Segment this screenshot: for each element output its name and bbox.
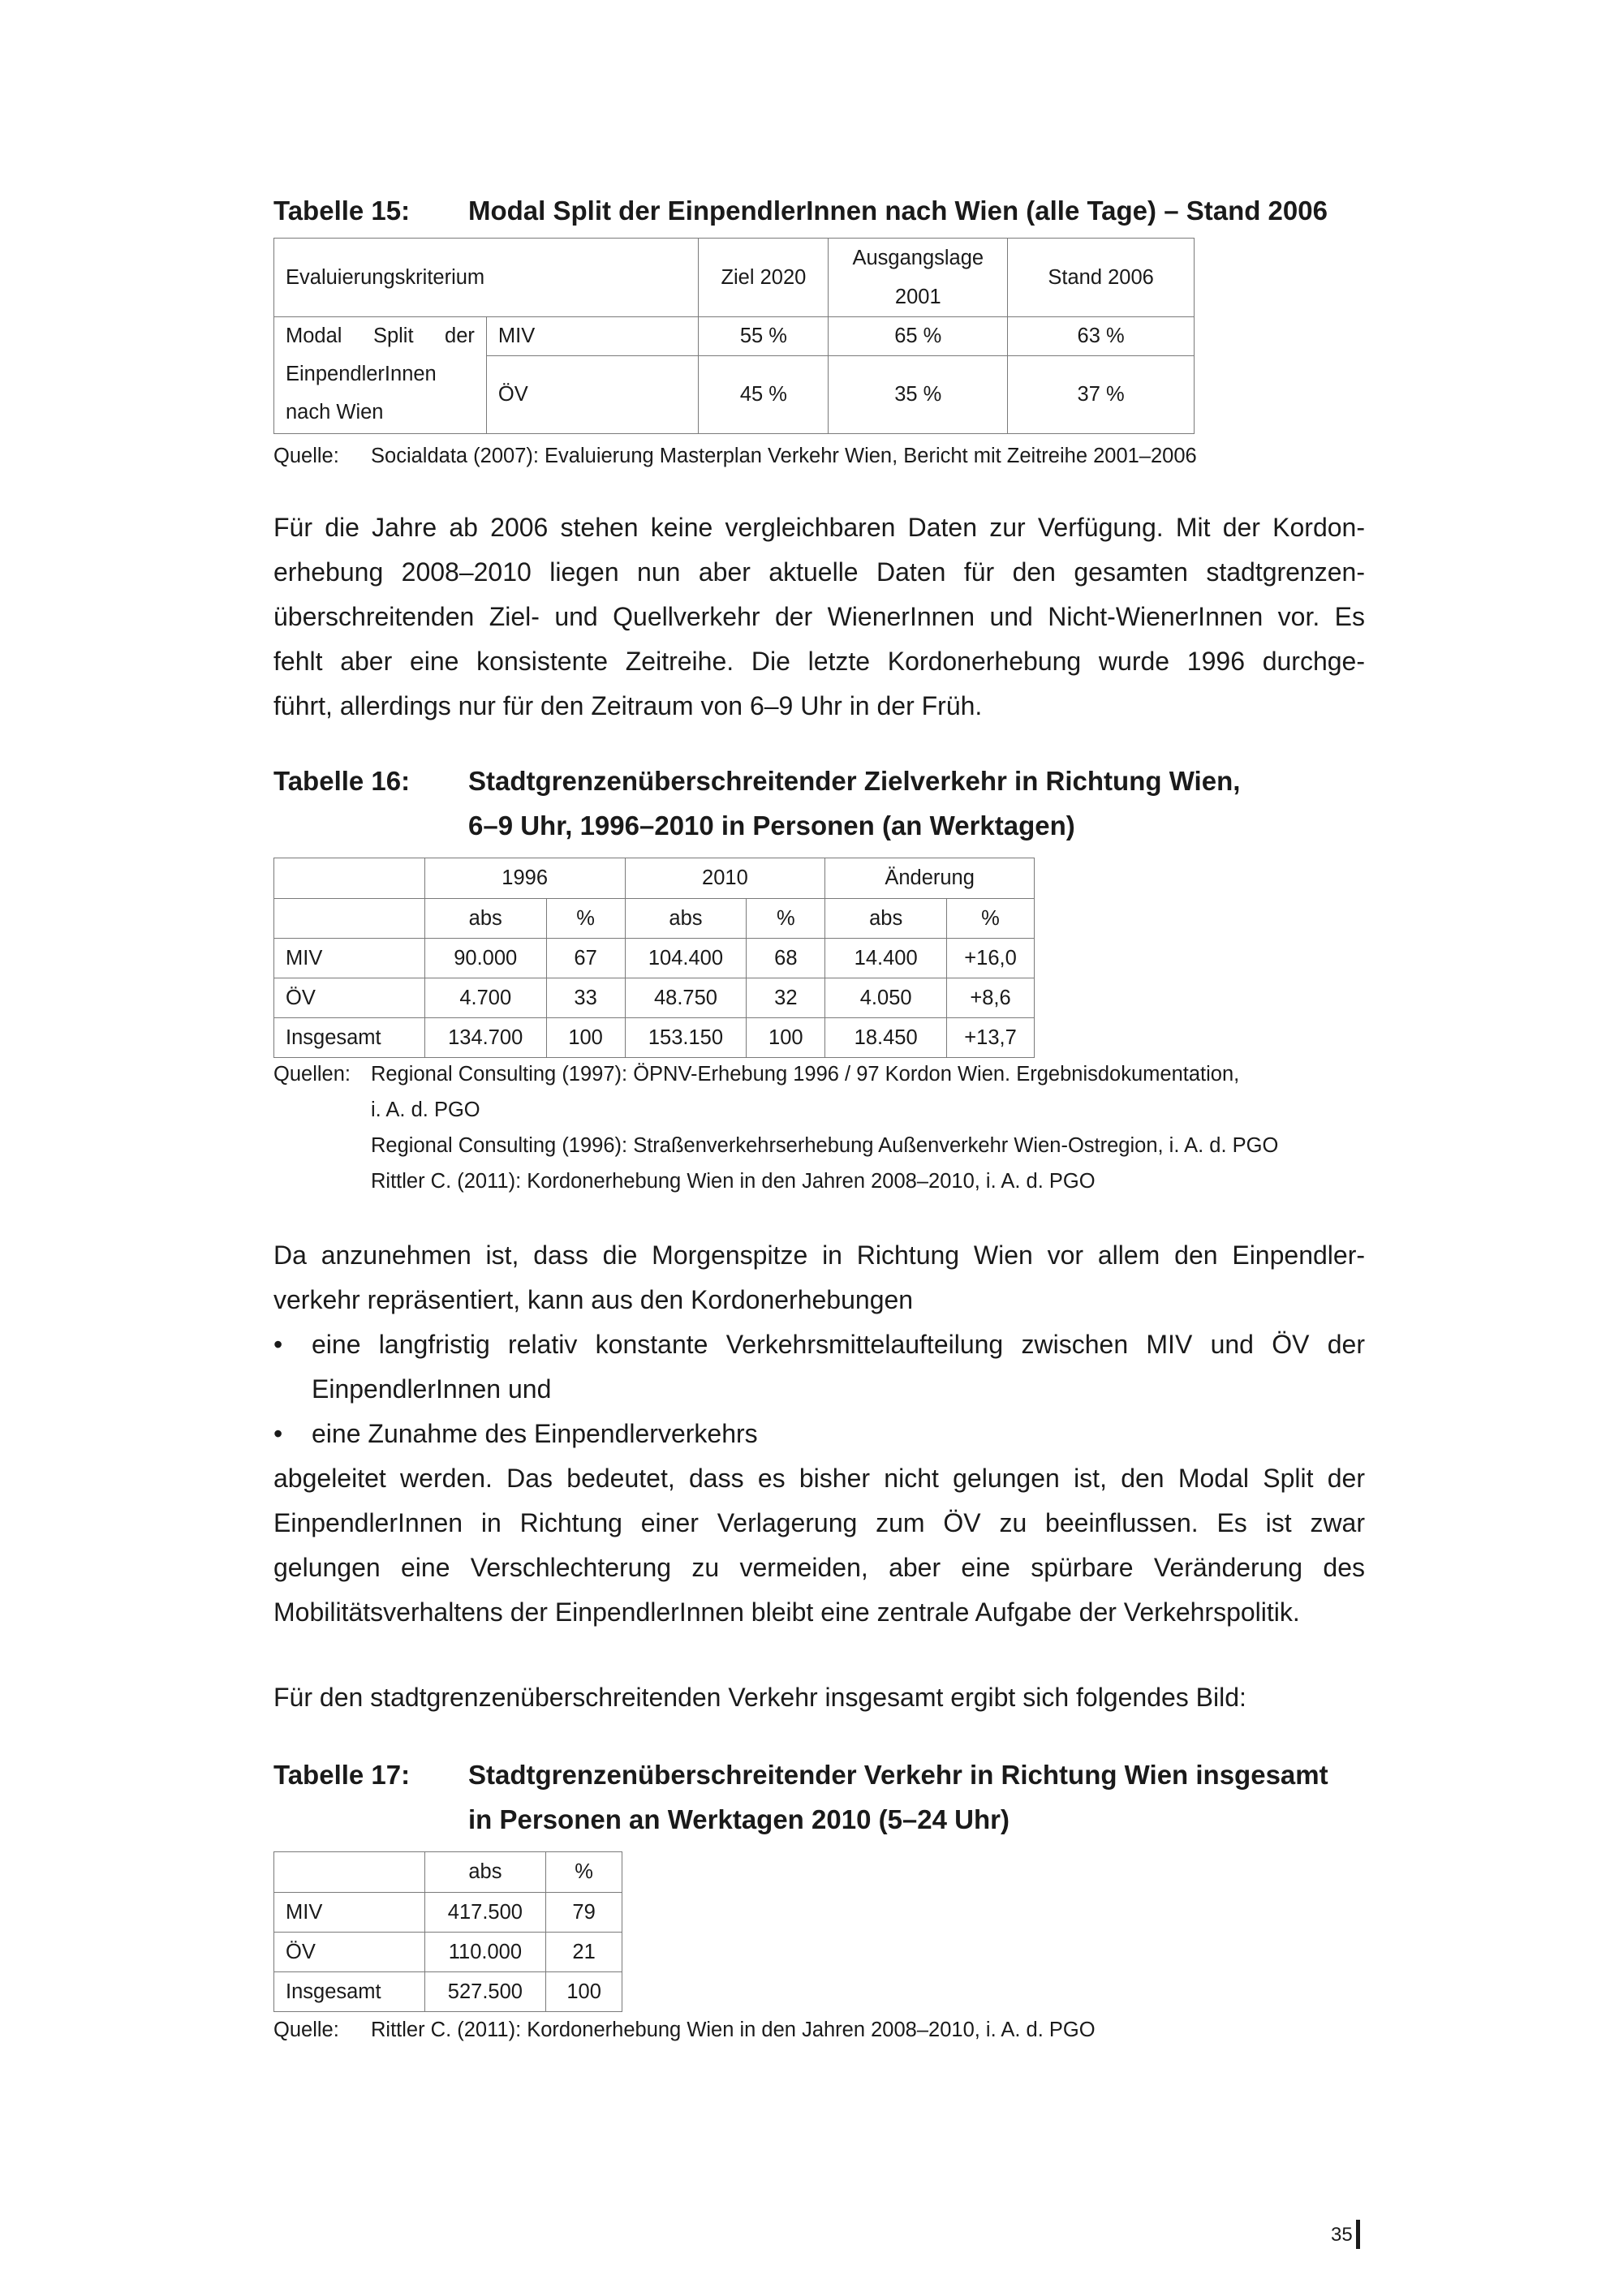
table-cell: ÖV (274, 1933, 425, 1972)
table-cell: 45 % (699, 356, 829, 434)
source-text: Socialdata (2007): Evaluierung Masterplan Verkehr Wien, Bericht mit Zeitreihe 2001–2006 (371, 445, 1197, 467)
header-percent: % (546, 1852, 622, 1893)
subheader-cell: abs (625, 899, 747, 939)
text-line: eine langfristig relativ konstante Verkehrsmittelaufteilung zwischen MIV und ÖV der (312, 1330, 1365, 1359)
table-cell: 37 % (1008, 356, 1195, 434)
text-line: führt, allerdings nur für den Zeitraum von 6–9 Uhr in der Früh. (273, 691, 983, 720)
table-15-title: Modal Split der EinpendlerInnen nach Wien (alle Tage) – Stand 2006 (468, 196, 1328, 226)
table-15-label: Tabelle 15: (273, 196, 411, 226)
bullet-icon: • (273, 1419, 283, 1448)
table-cell: 55 % (699, 317, 829, 356)
table-cell: 417.500 (424, 1893, 546, 1933)
table-16-title-line2: 6–9 Uhr, 1996–2010 in Personen (an Werktagen) (468, 810, 1075, 841)
table-cell: 35 % (829, 356, 1008, 434)
source-label: Quelle: (273, 2019, 339, 2041)
source-label: Quelle: (273, 445, 339, 467)
table-16-label: Tabelle 16: (273, 766, 411, 796)
table-cell: 4.050 (825, 978, 947, 1018)
subheader-cell: % (947, 899, 1035, 939)
table-row (274, 1893, 622, 1933)
text-line: eine Zunahme des Einpendlerverkehrs (312, 1419, 758, 1448)
table-17-title-line2: in Personen an Werktagen 2010 (5–24 Uhr) (468, 1804, 1010, 1834)
text-line: Da anzunehmen ist, dass die Morgenspitze in Richtung Wien vor allem den Einpendler- (273, 1240, 1365, 1270)
table-cell: 21 (546, 1933, 622, 1972)
table-cell: Insgesamt (274, 1972, 425, 2012)
table-row (274, 939, 1035, 978)
paragraph-3 (273, 1456, 1365, 1635)
row-label-modal-split: Modal Split der EinpendlerInnen nach Wien (274, 317, 487, 434)
table-cell: 18.450 (825, 1018, 947, 1058)
table-16-title: Stadtgrenzenüberschreitender Zielverkehr in Richtung Wien, (468, 766, 1241, 796)
text-line: gelungen eine Verschlechterung zu vermeiden, aber eine spürbare Veränderung des (273, 1553, 1365, 1582)
subheader-cell: abs (825, 899, 947, 939)
table-cell: ÖV (274, 978, 425, 1018)
table-cell: 33 (546, 978, 625, 1018)
text-line: erhebung 2008–2010 liegen nun aber aktuelle Daten für den gesamten stadtgrenzen- (273, 557, 1365, 587)
text-line: Für den stadtgrenzenüberschreitenden Verkehr insgesamt ergibt sich folgendes Bild: (273, 1683, 1246, 1712)
text-line: abgeleitet werden. Das bedeutet, dass es bisher nicht gelungen ist, den Modal Split der (273, 1464, 1365, 1493)
header-ausgangslage: Ausgangslage 2001 (829, 239, 1008, 317)
header-ziel-2020: Ziel 2020 (699, 239, 829, 317)
table-cell: 134.700 (424, 1018, 546, 1058)
header-stand-2006: Stand 2006 (1008, 239, 1195, 317)
table-cell: +8,6 (947, 978, 1035, 1018)
table-row (274, 1018, 1035, 1058)
table-cell: 79 (546, 1893, 622, 1933)
table-cell: MIV (274, 1893, 425, 1933)
subheader-cell: % (747, 899, 825, 939)
table-cell: 48.750 (625, 978, 747, 1018)
subheader-cell: abs (424, 899, 546, 939)
source-text: Regional Consulting (1996): Straßenverkehrserhebung Außenverkehr Wien-Ostregion, i. A. d. PGO (371, 1134, 1279, 1157)
table-cell: 100 (546, 1018, 625, 1058)
table-cell: ÖV (486, 356, 699, 434)
subheader-cell: % (546, 899, 625, 939)
table-cell: 104.400 (625, 939, 747, 978)
table-cell: MIV (274, 939, 425, 978)
table-17-label: Tabelle 17: (273, 1760, 411, 1790)
table-cell: 90.000 (424, 939, 546, 978)
text-line: EinpendlerInnen in Richtung einer Verlagerung zum ÖV zu beeinflussen. Es ist zwar (273, 1508, 1365, 1537)
header-2010: 2010 (625, 858, 825, 899)
table-17-title: Stadtgrenzenüberschreitender Verkehr in Richtung Wien insgesamt (468, 1760, 1328, 1790)
table-cell: 32 (747, 978, 825, 1018)
table-cell: 14.400 (825, 939, 947, 978)
text-line: Für die Jahre ab 2006 stehen keine vergleichbaren Daten zur Verfügung. Mit der Kordon- (273, 513, 1365, 542)
table-cell: 68 (747, 939, 825, 978)
table-cell: Insgesamt (274, 1018, 425, 1058)
table-cell: 110.000 (424, 1933, 546, 1972)
bullet-list (273, 1322, 1365, 1456)
list-item (273, 1412, 1365, 1456)
header-evaluierungskriterium: Evaluierungskriterium (274, 239, 699, 317)
table-row (274, 1972, 622, 2012)
source-text: i. A. d. PGO (371, 1099, 480, 1121)
table-17 (273, 1851, 622, 2012)
paragraph-4 (273, 1675, 1365, 1720)
page-number: 35 (1331, 2224, 1353, 2246)
table-cell: 63 % (1008, 317, 1195, 356)
table-cell: 527.500 (424, 1972, 546, 2012)
table-16 (273, 858, 1035, 1058)
table-cell: MIV (486, 317, 699, 356)
text-line: EinpendlerInnen und (312, 1374, 552, 1404)
source-text: Rittler C. (2011): Kordonerhebung Wien in den Jahren 2008–2010, i. A. d. PGO (371, 1170, 1096, 1193)
table-cell: +16,0 (947, 939, 1035, 978)
list-item (273, 1322, 1365, 1412)
header-abs: abs (424, 1852, 546, 1893)
text-line: überschreitenden Ziel- und Quellverkehr der WienerInnen und Nicht-WienerInnen vor. Es (273, 602, 1365, 631)
paragraph-1 (273, 505, 1365, 729)
table-cell-empty (274, 1852, 425, 1893)
source-text: Rittler C. (2011): Kordonerhebung Wien in den Jahren 2008–2010, i. A. d. PGO (371, 2019, 1096, 2041)
table-cell: 67 (546, 939, 625, 978)
paragraph-2 (273, 1233, 1365, 1322)
table-cell: 65 % (829, 317, 1008, 356)
header-1996: 1996 (424, 858, 625, 899)
bullet-icon: • (273, 1330, 283, 1359)
table-cell: 153.150 (625, 1018, 747, 1058)
text-line: verkehr repräsentiert, kann aus den Kordonerhebungen (273, 1285, 914, 1314)
table-15 (273, 238, 1195, 434)
source-text: Regional Consulting (1997): ÖPNV-Erhebung 1996 / 97 Kordon Wien. Ergebnisdokumentation, (371, 1063, 1240, 1086)
source-label: Quellen: (273, 1063, 351, 1086)
text-line: Mobilitätsverhaltens der EinpendlerInnen bleibt eine zentrale Aufgabe der Verkehrspolitik. (273, 1597, 1300, 1627)
table-row (274, 1933, 622, 1972)
table-cell-empty (274, 858, 425, 899)
table-cell: 100 (747, 1018, 825, 1058)
table-cell: 4.700 (424, 978, 546, 1018)
text-line: fehlt aber eine konsistente Zeitreihe. Die letzte Kordonerhebung wurde 1996 durchge- (273, 647, 1365, 676)
header-aenderung: Änderung (825, 858, 1035, 899)
table-cell: 100 (546, 1972, 622, 2012)
table-row (274, 978, 1035, 1018)
table-cell-empty (274, 899, 425, 939)
page-number-bar (1356, 2220, 1360, 2249)
table-cell: +13,7 (947, 1018, 1035, 1058)
